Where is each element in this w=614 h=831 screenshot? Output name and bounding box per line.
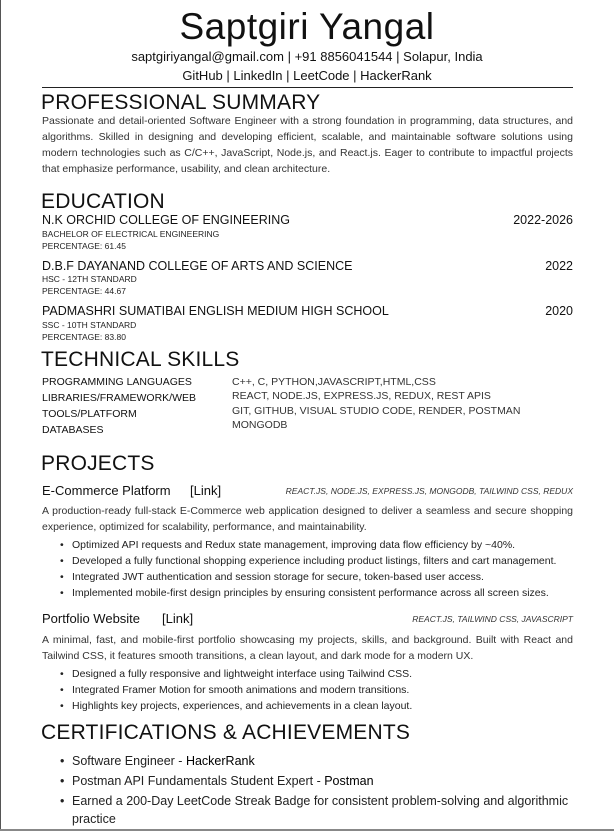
list-item: • Earned a 200-Day LeetCode Streak Badge for consistent problem-solving and algorithmic practice (42, 792, 573, 828)
list-item: • Optimized API requests and Redux state management, improving data flow efficiency by ~40%. (42, 537, 573, 553)
header-divider (42, 87, 573, 88)
education-years: 2022-2026 (513, 213, 573, 227)
list-item: • Designed a fully responsive and lightweight interface using Tailwind CSS. (42, 666, 573, 682)
leetcode-link[interactable]: LeetCode (293, 68, 350, 83)
hackerrank-link[interactable]: HackerRank (360, 68, 432, 83)
skill-label: PROGRAMMING LANGUAGES (42, 376, 192, 388)
skill-value: REACT, NODE.JS, EXPRESS.JS, REDUX, REST APIS (232, 390, 491, 402)
education-school: D.B.F DAYANAND COLLEGE OF ARTS AND SCIENCE (42, 259, 353, 273)
candidate-name: Saptgiri Yangal (179, 6, 435, 47)
project-bullets (42, 666, 573, 714)
education-degree: SSC - 10TH STANDARD (42, 320, 137, 330)
education-degree: HSC - 12TH STANDARD (42, 274, 137, 284)
summary-heading: PROFESSIONAL SUMMARY (41, 91, 321, 114)
project-bullets (42, 537, 573, 601)
project-description: A production-ready full-stack E-Commerce web application designed to deliver a seamless and secure shopping experience, optimized for scalability, performance, and maintainability. (42, 505, 573, 533)
skill-value: C++, C, PYTHON,JAVASCRIPT,HTML,CSS (232, 376, 436, 388)
project-tech: REACT.JS, TAILWIND CSS, JAVASCRIPT (412, 614, 573, 624)
list-item: • Postman API Fundamentals Student Expert - Postman (42, 772, 573, 790)
summary-text: Passionate and detail-oriented Software Engineer with a strong foundation in programming, data structures, and algorithms. Skilled in designing and developing efficient, scalable, and maintainable software solutions using modern technologies such as C/C++, JavaScript, Node.js, and React.js. Eager to contribute to impactful projects that emphasize performance, usability, and clean architecture. (42, 115, 573, 175)
skill-value: MONGODB (232, 419, 288, 431)
email-link[interactable]: saptgiriyangal@gmail.com (131, 49, 284, 64)
education-years: 2020 (545, 304, 573, 318)
education-degree: BACHELOR OF ELECTRICAL ENGINEERING (42, 229, 220, 239)
list-item: • Developed a fully functional shopping experience including product listings, filters and cart management. (42, 553, 573, 569)
project-link[interactable]: [Link] (162, 611, 194, 626)
cert-org: Postman (324, 774, 374, 788)
list-item: • Software Engineer - HackerRank (42, 752, 573, 770)
skill-label: LIBRARIES/FRAMEWORK/WEB (42, 392, 197, 404)
education-score: PERCENTAGE: 83.80 (42, 332, 126, 342)
list-item: • Integrated Framer Motion for smooth animations and modern transitions. (42, 682, 573, 698)
project-name: Portfolio Website (42, 611, 141, 626)
certifications-heading: CERTIFICATIONS & ACHIEVEMENTS (41, 721, 411, 744)
contact-line: saptgiriyangal@gmail.com | +91 8856041544 | Solapur, India (131, 49, 483, 64)
education-score: PERCENTAGE: 44.67 (42, 286, 126, 296)
education-school: PADMASHRI SUMATIBAI ENGLISH MEDIUM HIGH SCHOOL (42, 304, 389, 318)
project-name: E-Commerce Platform (42, 483, 171, 498)
education-years: 2022 (545, 259, 573, 273)
cert-org: HackerRank (185, 754, 255, 768)
education-school: N.K ORCHID COLLEGE OF ENGINEERING (42, 213, 290, 227)
education-score: PERCENTAGE: 61.45 (42, 241, 126, 251)
certifications-list (42, 752, 573, 830)
project-tech: REACT.JS, NODE.JS, EXPRESS.JS, MONGODB, TAILWIND CSS, REDUX (285, 486, 573, 496)
profile-links: GitHub | LinkedIn | LeetCode | HackerRank (182, 68, 432, 83)
phone-number: +91 8856041544 (294, 49, 393, 64)
page-left-edge (0, 0, 1, 831)
skill-value: GIT, GITHUB, VISUAL STUDIO CODE, RENDER, POSTMAN (232, 405, 521, 417)
education-heading: EDUCATION (41, 190, 165, 213)
list-item: • Highlights key projects, experiences, and achievements in a clean layout. (42, 698, 573, 714)
linkedin-link[interactable]: LinkedIn (233, 68, 283, 83)
project-link[interactable]: [Link] (190, 483, 222, 498)
list-item: • Implemented mobile-first design principles by ensuring consistent performance across all screen sizes. (42, 585, 573, 601)
list-item: • Integrated JWT authentication and session storage for secure, token-based user access. (42, 569, 573, 585)
github-link[interactable]: GitHub (182, 68, 223, 83)
skills-heading: TECHNICAL SKILLS (41, 348, 240, 371)
projects-heading: PROJECTS (41, 452, 155, 475)
location: Solapur, India (403, 49, 483, 64)
skill-label: TOOLS/PLATFORM (42, 408, 137, 420)
project-description: A minimal, fast, and mobile-first portfolio showcasing my projects, skills, and background. Built with React and Tailwind CSS, it features smooth transitions, a clean layout, and dark mode for a modern UX. (42, 634, 573, 662)
skill-label: DATABASES (42, 424, 104, 436)
